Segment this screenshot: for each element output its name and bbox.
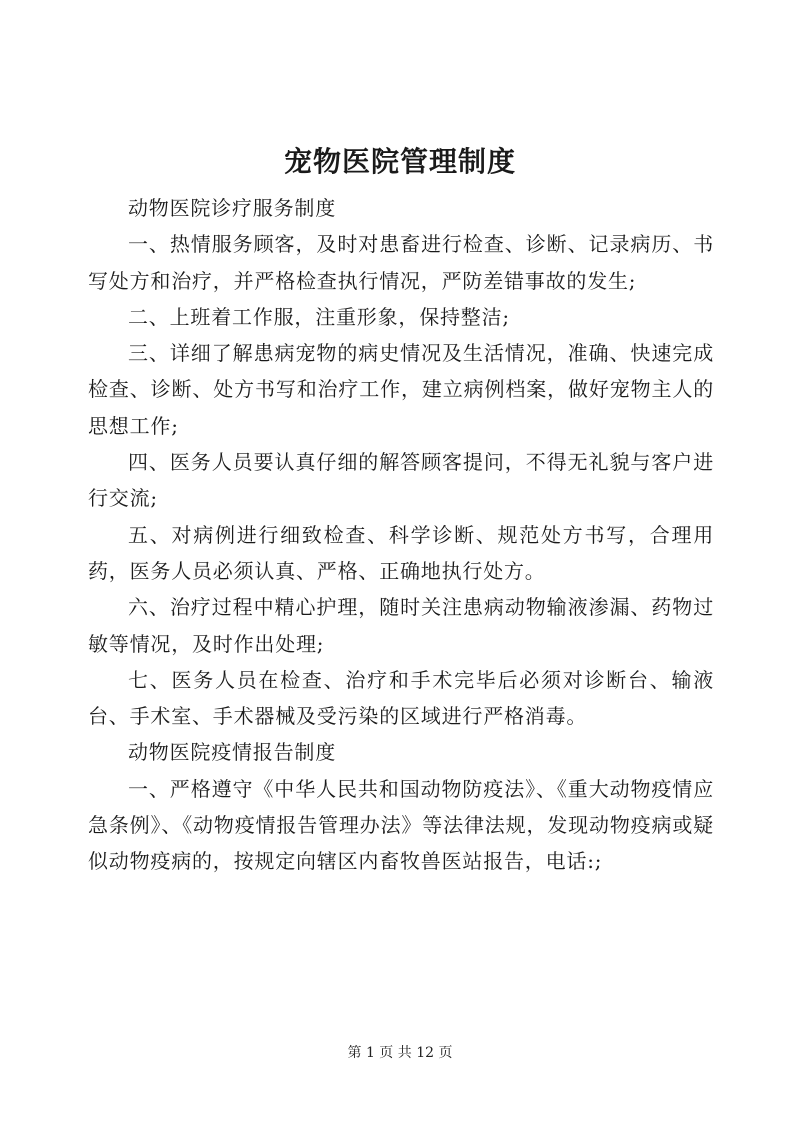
paragraph-item-2: 二、上班着工作服，注重形象，保持整洁; bbox=[128, 304, 510, 329]
paragraph-report-item-1: 一、严格遵守《中华人民共和国动物防疫法》、《重大动物疫情应急条例》、《动物疫情报告管理办法》等法律法规，发现动物疫病或疑似动物疫病的，按规定向辖区内畜牧兽医站报告，电话:; bbox=[88, 776, 714, 874]
paragraph-item-6: 六、治疗过程中精心护理，随时关注患病动物输液渗漏、药物过敏等情况，及时作出处理; bbox=[88, 595, 714, 656]
section-heading-diagnosis-service: 动物医院诊疗服务制度 bbox=[128, 196, 336, 220]
paragraph-item-3: 三、详细了解患病宠物的病史情况及生活情况，准确、快速完成检查、诊断、处方书写和治疗工作，建立病例档案，做好宠物主人的思想工作; bbox=[88, 341, 714, 438]
paragraph-item-5: 五、对病例进行细致检查、科学诊断、规范处方书写，合理用药，医务人员必须认真、严格、正确地执行处方。 bbox=[88, 522, 714, 583]
paragraph-item-4: 四、医务人员要认真仔细的解答顾客提问，不得无礼貌与客户进行交流; bbox=[88, 450, 714, 511]
page-number-footer: 第 1 页 共 12 页 bbox=[347, 1045, 453, 1061]
document-body bbox=[88, 190, 714, 880]
section-heading-epidemic-report: 动物医院疫情报告制度 bbox=[128, 740, 336, 765]
paragraph-item-7: 七、医务人员在检查、治疗和手术完毕后必须对诊断台、输液台、手术室、手术器械及受污染的区域进行严格消毒。 bbox=[88, 667, 714, 729]
paragraph-item-1: 一、热情服务顾客，及时对患畜进行检查、诊断、记录病历、书写处方和治疗，并严格检查执行情况，严防差错事故的发生; bbox=[88, 232, 714, 293]
document-title: 宠物医院管理制度 bbox=[283, 145, 516, 178]
